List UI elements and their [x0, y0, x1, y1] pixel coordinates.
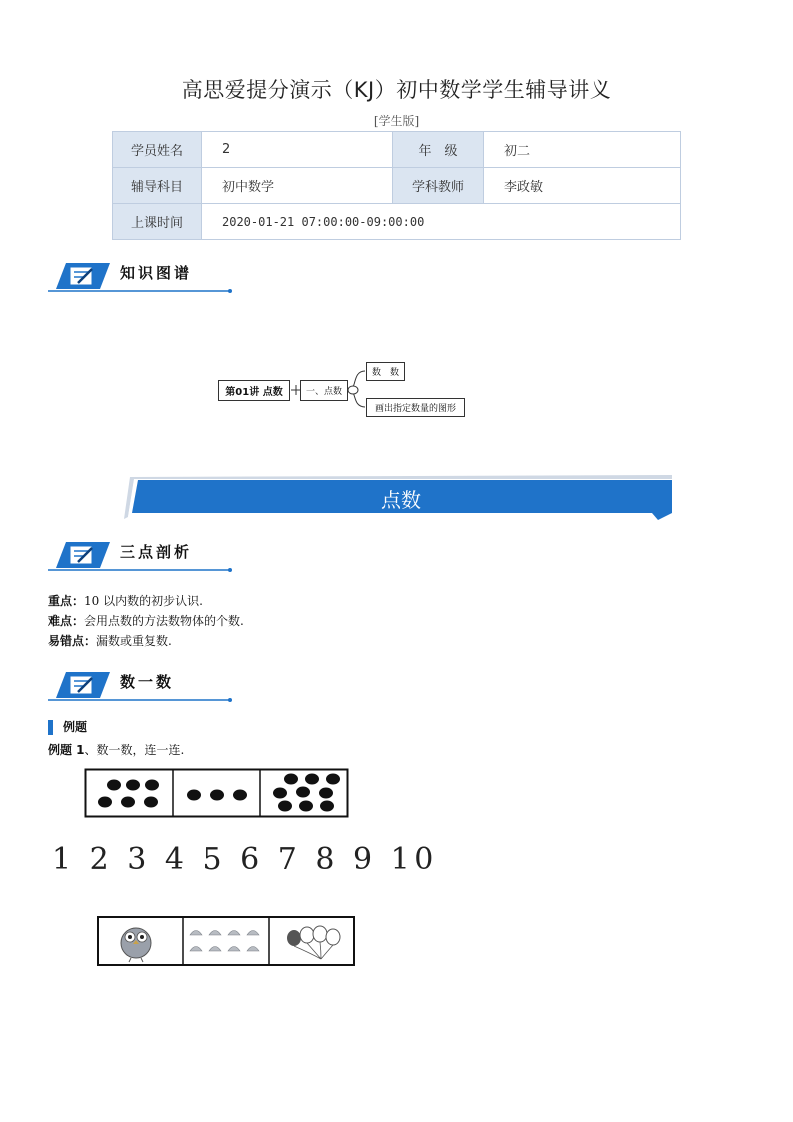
- student-info-table: [112, 131, 681, 240]
- grade-value: 初二: [484, 132, 681, 168]
- banner-title: 点数: [381, 488, 421, 512]
- key-point-text: 10 以内数的初步认识.: [84, 594, 203, 608]
- mindmap-branch: 一、点数: [300, 380, 348, 401]
- example-label: 例题: [48, 720, 87, 735]
- key-point: [48, 592, 203, 609]
- grade-label: 年 级: [393, 132, 484, 168]
- mindmap-leaf-count: 数 数: [366, 362, 405, 381]
- dot-groups-figure: [84, 768, 350, 820]
- table-row: [113, 168, 681, 204]
- example-question-text: 、数一数，连一连.: [84, 743, 185, 757]
- hard-point-text: 会用点数的方法数物体的个数.: [84, 614, 244, 628]
- example-question-label: 例题 1: [48, 743, 85, 757]
- mindmap-leaf-draw: 画出指定数量的图形: [366, 398, 465, 417]
- example-question-1: [48, 741, 184, 758]
- section-title: 三点剖析: [120, 543, 193, 561]
- subject-label: 辅导科目: [113, 168, 202, 204]
- key-point-label: 重点：: [48, 594, 85, 608]
- hard-point: [48, 612, 244, 629]
- page-title: 高思爱提分演示（KJ）初中数学学生辅导讲义: [181, 78, 612, 102]
- table-row: [113, 132, 681, 168]
- numbers-row: 1 2 3 4 5 6 7 8 9 10: [52, 842, 438, 877]
- section-title: 数一数: [120, 673, 175, 691]
- time-label: 上课时间: [113, 204, 202, 240]
- teacher-label: 学科教师: [393, 168, 484, 204]
- error-point-text: 漏数或重复数.: [96, 634, 172, 648]
- dot-group-three: [187, 790, 247, 801]
- student-name-value: 2: [202, 132, 393, 168]
- page-subtitle: [学生版]: [373, 114, 420, 128]
- section-header-count: [48, 668, 233, 708]
- time-value: 2020-01-21 07:00:00-09:00:00: [202, 204, 681, 240]
- section-header-three-points: [48, 538, 233, 578]
- table-row: [113, 204, 681, 240]
- mindmap-root: 第01讲 点数: [218, 380, 290, 401]
- error-point: [48, 632, 172, 649]
- subject-value: 初中数学: [202, 168, 393, 204]
- error-point-label: 易错点：: [48, 634, 97, 648]
- picture-groups-figure: [96, 915, 358, 969]
- hard-point-label: 难点：: [48, 614, 85, 628]
- teacher-value: 李政敏: [484, 168, 681, 204]
- section-header-knowledge-map: [48, 259, 233, 299]
- section-title: 知识图谱: [120, 264, 193, 282]
- student-name-label: 学员姓名: [113, 132, 202, 168]
